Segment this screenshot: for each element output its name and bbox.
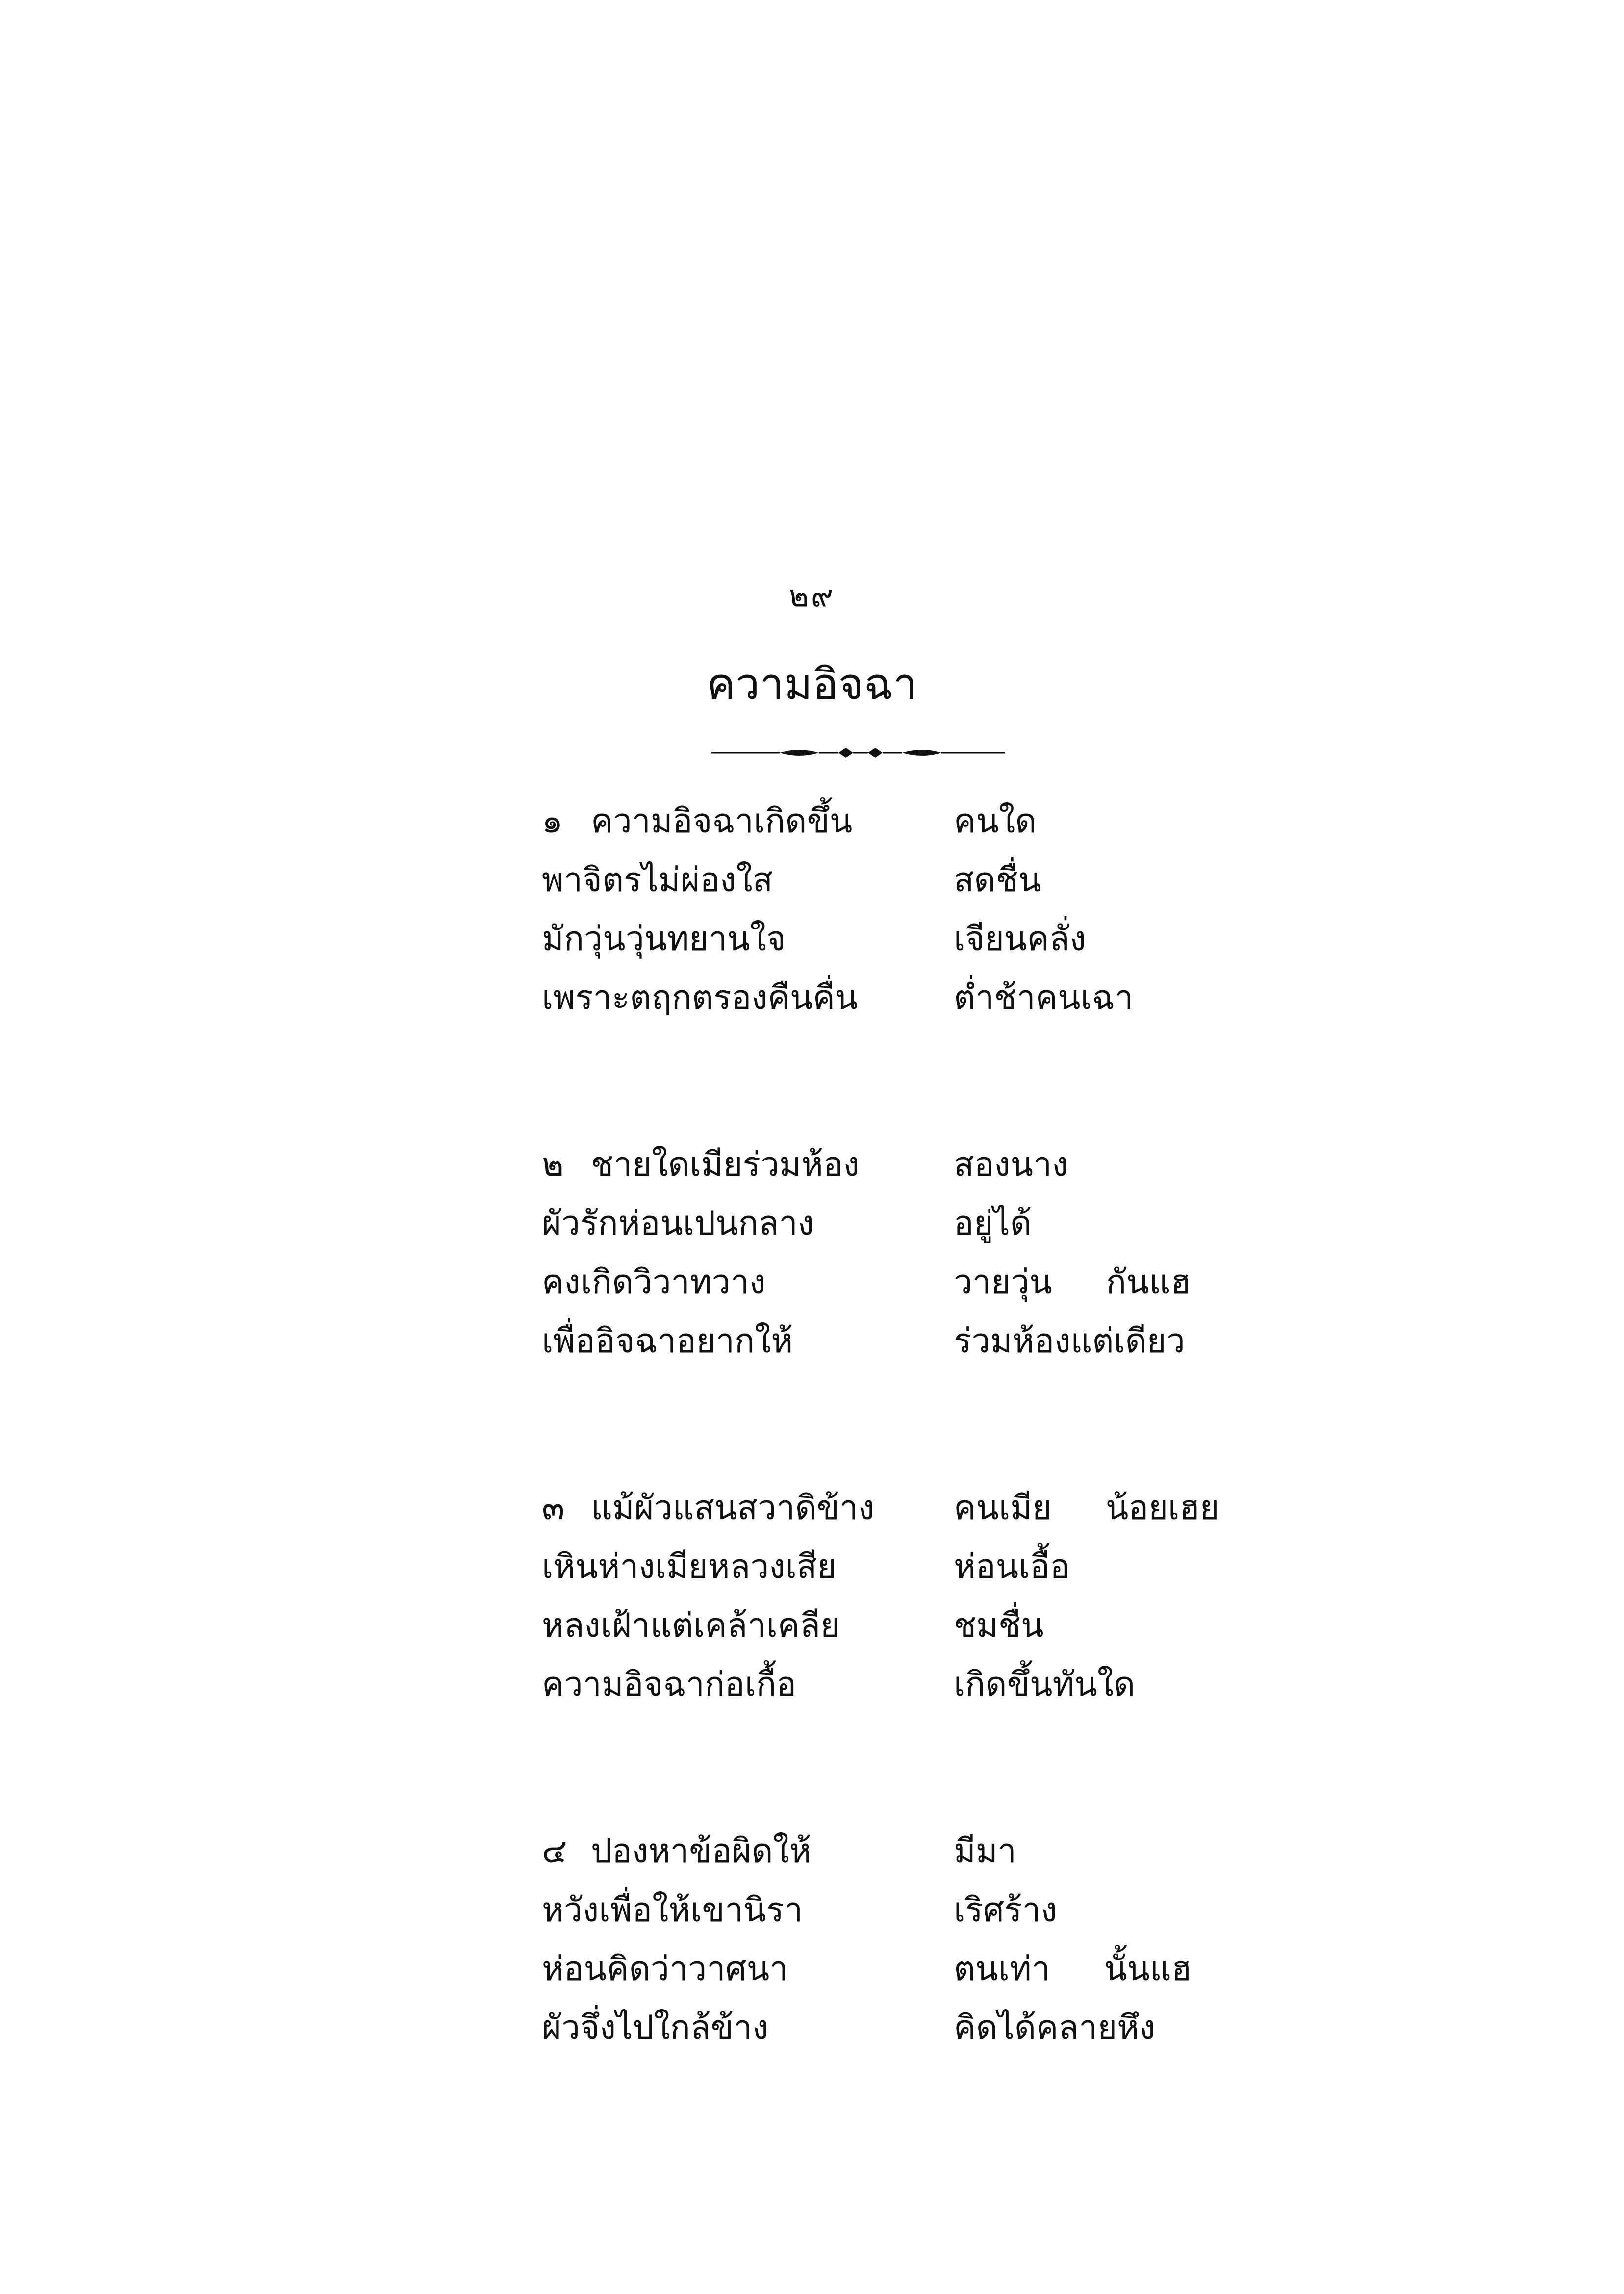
stanza-number: ๑ [542, 802, 563, 841]
verse-line [542, 1999, 1277, 2058]
verse-second-half: สองนาง [954, 1145, 1068, 1184]
stanza-1 [542, 792, 1277, 1028]
verse-second-half: วายวุ่น [954, 1263, 1052, 1302]
verse-first-half: ผัวรักห่อนเปนกลาง [542, 1204, 814, 1243]
poem [542, 792, 1277, 2165]
verse-tail: น้อยเฮย [1105, 1489, 1219, 1527]
verse-second-half: อยู่ได้ [954, 1204, 1032, 1243]
verse-line [542, 969, 1277, 1028]
ornament-divider [711, 743, 1005, 763]
verse-first-half: ความอิจฉาก่อเกื้อ [542, 1665, 797, 1704]
verse-line [542, 1194, 1277, 1253]
verse-second-half: เริศร้าง [954, 1891, 1057, 1930]
verse-second-half: คนเมีย [954, 1489, 1052, 1527]
verse-first-half: ชายใดเมียร่วมห้อง [591, 1145, 860, 1184]
verse-second-half: ต่ำช้าคนเฉา [954, 979, 1134, 1017]
verse-second-half: ร่วมห้องแต่เดียว [954, 1322, 1185, 1361]
verse-second-half: เจียนคลั่ง [954, 920, 1086, 958]
verse-second-half: สดชื่น [954, 861, 1041, 900]
verse-line [542, 851, 1277, 910]
verse-second-half: มีมา [954, 1832, 1016, 1871]
verse-line [542, 910, 1277, 969]
verse-second-half: ชมชื่น [954, 1606, 1044, 1645]
verse-second-half: คนใด [954, 802, 1037, 841]
stanza-number: ๔ [542, 1832, 567, 1871]
verse-first-half: แม้ผัวแสนสวาดิข้าง [591, 1489, 875, 1527]
verse-first-half: มักวุ่นวุ่นทยานใจ [542, 920, 786, 958]
stanza-3 [542, 1479, 1277, 1714]
verse-first-half: เหินห่างเมียหลวงเสีย [542, 1547, 837, 1586]
verse-line [542, 1597, 1277, 1655]
page-number: ๒๙ [788, 578, 836, 614]
verse-tail: นั้นแฮ [1104, 1950, 1192, 1988]
verse-line [542, 1135, 1277, 1194]
verse-line [542, 1479, 1277, 1538]
verse-second-half: ห่อนเอื้อ [954, 1547, 1070, 1586]
verse-first-half: ผัวจึ่งไปใกล้ข้าง [542, 2009, 769, 2047]
verse-first-half: ความอิจฉาเกิดขึ้น [591, 802, 853, 841]
stanza-4 [542, 1822, 1277, 2058]
page-title: ความอิจฉา [707, 659, 917, 709]
verse-line [542, 1822, 1277, 1881]
stanza-2 [542, 1135, 1277, 1371]
verse-second-half: เกิดขึ้นทันใด [954, 1665, 1136, 1704]
verse-line [542, 792, 1277, 851]
verse-second-half: ตนเท่า [954, 1950, 1050, 1988]
verse-line [542, 1940, 1277, 1999]
verse-first-half: พาจิตรไม่ผ่องใส [542, 861, 773, 900]
verse-first-half: ปองหาข้อผิดให้ [591, 1832, 812, 1871]
verse-line [542, 1881, 1277, 1940]
verse-first-half: หวังเพื่อให้เขานิรา [542, 1891, 803, 1930]
verse-line [542, 1538, 1277, 1597]
verse-first-half: ห่อนคิดว่าวาศนา [542, 1950, 788, 1988]
verse-first-half: คงเกิดวิวาทวาง [542, 1263, 766, 1302]
verse-second-half: คิดได้คลายหึง [954, 2009, 1156, 2047]
verse-first-half: หลงเฝ้าแต่เคล้าเคลีย [542, 1606, 840, 1645]
verse-tail: กันแฮ [1106, 1263, 1191, 1302]
stanza-number: ๓ [542, 1489, 565, 1527]
stanza-number: ๒ [542, 1145, 564, 1184]
verse-line [542, 1312, 1277, 1371]
verse-line [542, 1253, 1277, 1312]
verse-first-half: เพื่ออิจฉาอยากให้ [542, 1322, 793, 1361]
verse-line [542, 1655, 1277, 1714]
verse-first-half: เพราะตฤกตรองคืนคื่น [542, 979, 858, 1017]
